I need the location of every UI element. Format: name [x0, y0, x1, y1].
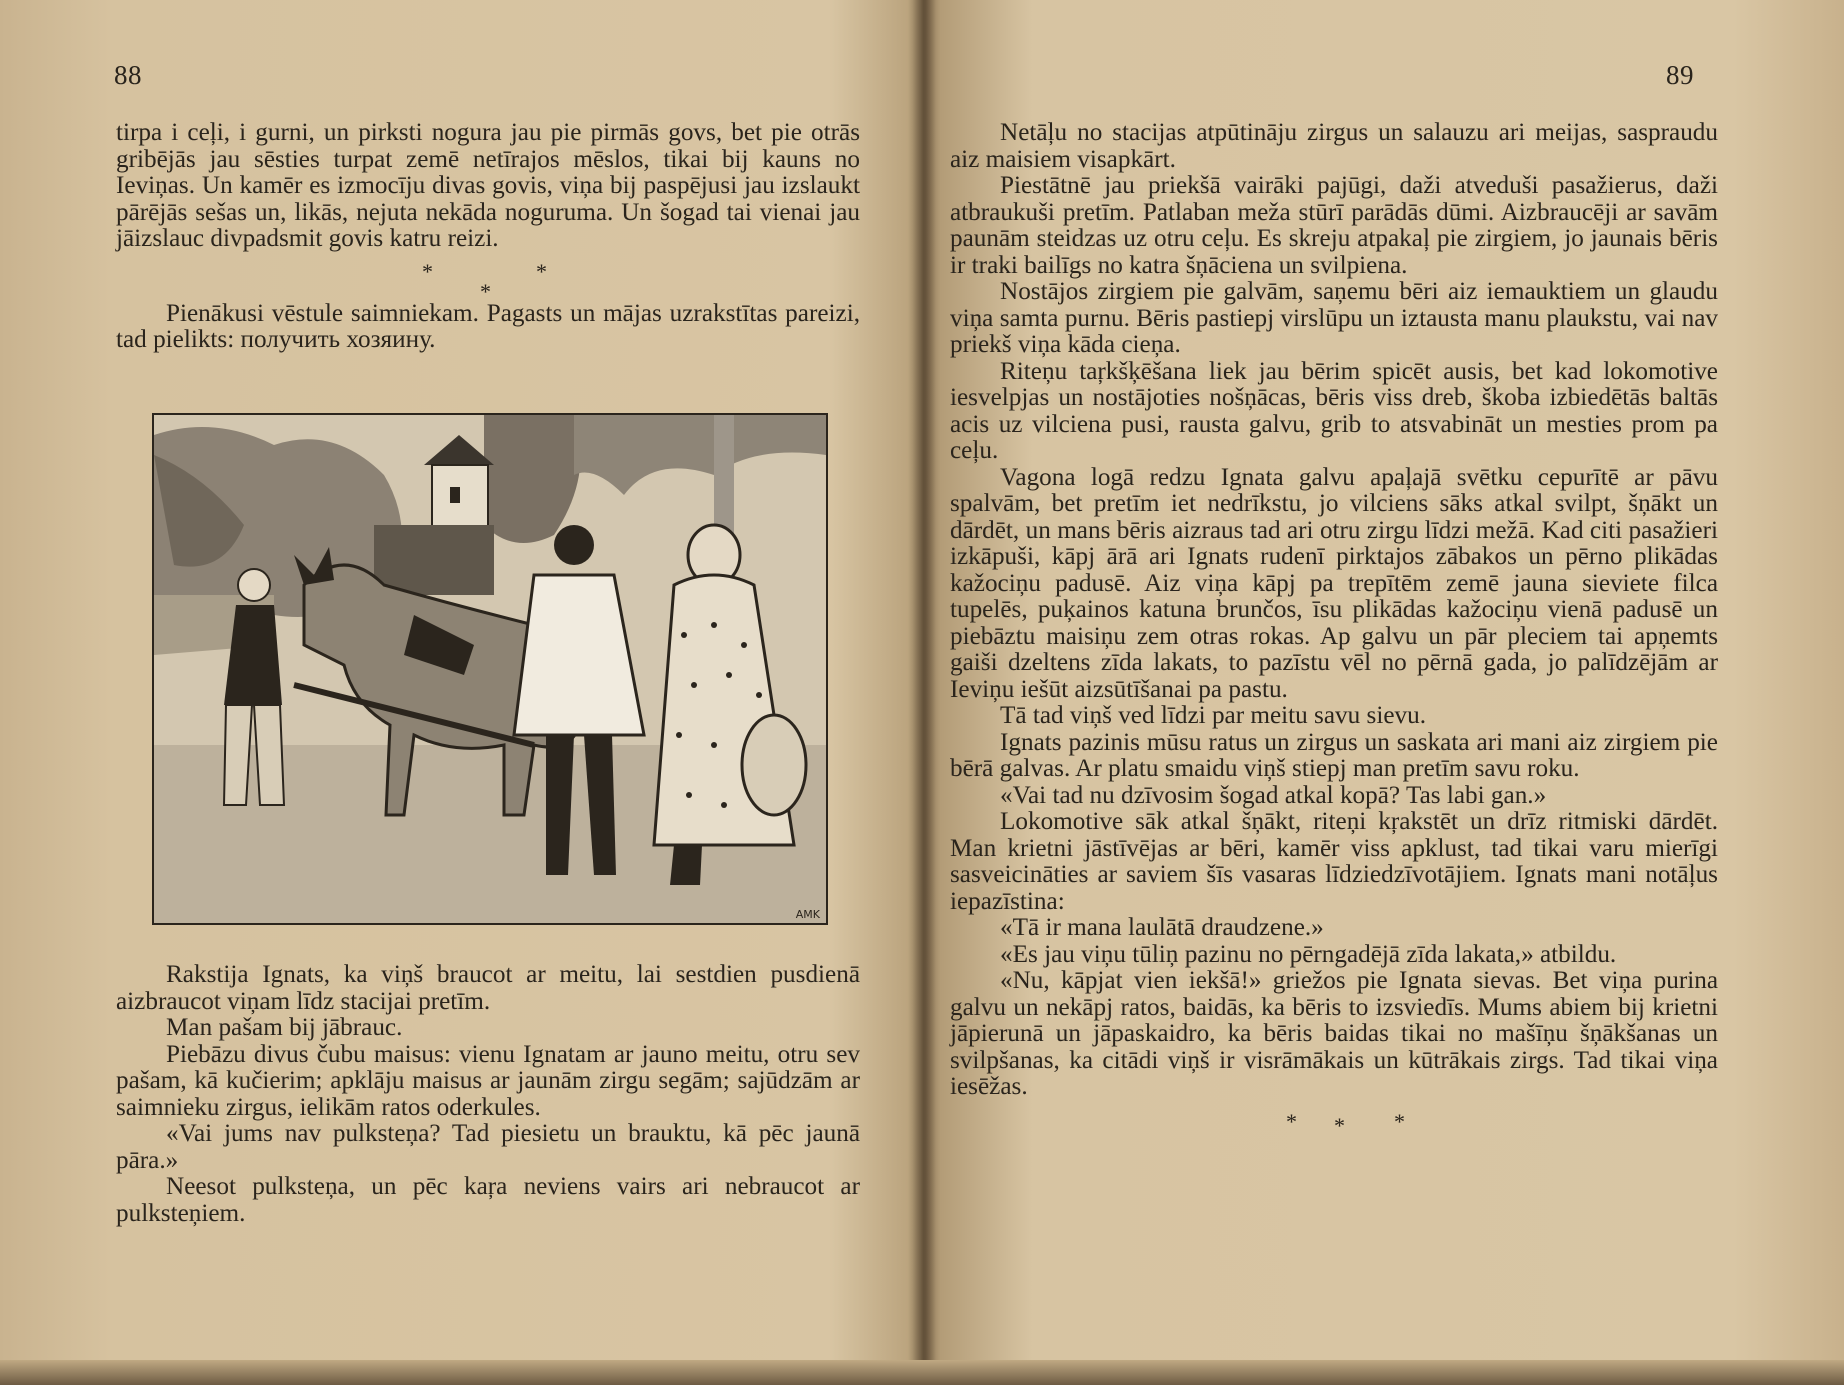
illustration-signature: AMK: [795, 908, 820, 921]
book-bottom-edge: [0, 1360, 1844, 1385]
text-block-bottom: [116, 962, 860, 1227]
paragraph: Man pašam bij jābrauc.: [166, 1014, 403, 1041]
paragraph: Nostājos zirgiem pie galvām, saņemu bēri aiz iemauktiem un glaudu viņa samta purnu. Bēris pastiepj virslūpu un iztausta manu plaukstu, vai nav priekš viņa kāda cieņa.: [950, 278, 1718, 358]
paragraph: «Vai jums nav pulksteņa? Tad piesietu un brauktu, kā pēc jaunā pāra.»: [116, 1120, 860, 1174]
page-88: [0, 0, 918, 1385]
paragraph: Riteņu taŗkšķēšana liek jau bērim spicēt ausis, bet kad lokomotive iesvelpjas un nostājoties nošņācas, bēris viss dreb, škoba izbiedētās baltās acis uz vilciena pusi, rausta galvu, grib to atsvabināt un mesties prom pa ceļu.: [950, 357, 1718, 464]
station-scene-drawing: [154, 415, 826, 923]
section-break: * * *: [1286, 1108, 1405, 1138]
paragraph: Piebāzu divus čubu maisus: vienu Ignatam ar jauno meitu, otru sev pašam, kā kučierim; apklāju maisus ar jaunām zirgu segām; sajūdzām ar saimnieku zirgus, ielikām ratos oderkules.: [116, 1040, 860, 1121]
paragraph: «Nu, kāpjat vien iekšā!» griežos pie Ignata sievas. Bet viņa purina galvu un nekāpj ratos, baidās, ka bēris to izsviedīs. Mums abiem bij krietni jāpierunā un jāpaskaidro, ka bēris baidas tikai no mašīņu šņākšanas un svilpšanas, ka citādi viņš ir visrāmākais un kūtrākais zirgs. Tad tikai viņa iesēžas.: [950, 967, 1718, 1100]
page-number: 89: [1666, 60, 1694, 90]
paragraph: Neesot pulksteņa, un pēc kaŗa neviens vairs ari nebraucot ar pulksteņiem.: [116, 1173, 860, 1227]
paragraph: «Tā ir mana laulātā draudzene.»: [1000, 914, 1324, 941]
paragraph: Pienākusi vēstule saimniekam. Pagasts un mājas uzrakstītas pareizi, tad pielikts: получить хозяину.: [116, 299, 860, 353]
paragraph: Ignats pazinis mūsu ratus un zirgus un saskata ari mani aiz zirgiem pie bērā galvas. Ar platu smaidu viņš stiepj man pretīm savu roku.: [950, 728, 1718, 782]
page-89: [926, 0, 1844, 1385]
text-block: [950, 120, 1718, 1149]
paragraph: Tā tad viņš ved līdzi par meitu savu sievu.: [1000, 702, 1426, 729]
paragraph: tirpa i ceļi, i gurni, un pirksti nogura jau pie pirmās govs, bet pie otrās gribējās jau sēsties turpat zemē netīrajos mēslos, tikai bij kauns no Ieviņas. Un kamēr es izmocīju divas govis, viņa bij paspējusi jau izslaukt pārējās sešas un, likās, nejuta nekāda noguruma. Un šogad tai vienai jau jāizslauc divpadsmit govis katru reizi.: [116, 119, 860, 252]
text-block-top: [116, 120, 860, 354]
section-break: * * *: [422, 258, 547, 304]
paragraph: «Es jau viņu tūliņ pazinu no pērngadējā zīda lakata,» atbildu.: [1000, 940, 1617, 968]
page-number: 88: [114, 60, 142, 90]
illustration: [152, 413, 828, 925]
paragraph: Netāļu no stacijas atpūtināju zirgus un salauzu ari meijas, saspraudu aiz maisiem visapkārt.: [950, 119, 1718, 173]
paragraph: Piestātnē jau priekšā vairāki pajūgi, daži atveduši pasažierus, daži atbraukuši pretīm. Patlaban meža stūrī parādās dūmi. Aizbraucēji ar savām paunām steidzas uz otru ceļu. Es skreju atpakaļ pie zirgiem, jo jaunais bēris ir traki bailīgs no katra šņāciena un svilpiena.: [950, 172, 1718, 279]
paragraph: «Vai tad nu dzīvosim šogad atkal kopā? Tas labi gan.»: [1000, 781, 1547, 809]
paragraph: Rakstija Ignats, ka viņš braucot ar meitu, lai sestdien pusdienā aizbraucot viņam līdz stacijai pretīm.: [116, 961, 860, 1015]
paragraph: Lokomotive sāk atkal šņākt, riteņi kŗakstēt un drīz ritmiski dārdēt. Man krietni jāstīvējas ar bēri, kamēr viss apklust, tad tikai varu mierīgi sasveicināties ar saviem šīs vasaras līdziedzīvotājiem. Ignats mani notāļus iepazīstina:: [950, 808, 1718, 915]
paragraph: Vagona logā redzu Ignata galvu apaļajā svētku cepurītē ar pāvu spalvām, bet pretīm iet nedrīkstu, jo vilciens sāks atkal svilpt, šņākt un dārdēt, un mans bēris aizraus tad ari otru zirgu līdzi mežā. Kad citi pasažieri izkāpuši, kāpj ārā ari Ignats rudenī pirktajos zābakos un pērno plikādas kažociņu padusē. Aiz viņa kāpj pa trepītēm zemē jauna sieviete filca tupelēs, puķainos katuna brunčos, īsu plikādas kažociņu vienā padusē un piebāztu maisiņu zem otras rokas. Ap galvu un pār pleciem tai apņemts gaiši dzeltens zīda lakats, to pazīstu vēl no pērnā gada, jo palīdzējām ar Ieviņu iešūt aizsūtīšanai pa pastu.: [950, 463, 1718, 703]
